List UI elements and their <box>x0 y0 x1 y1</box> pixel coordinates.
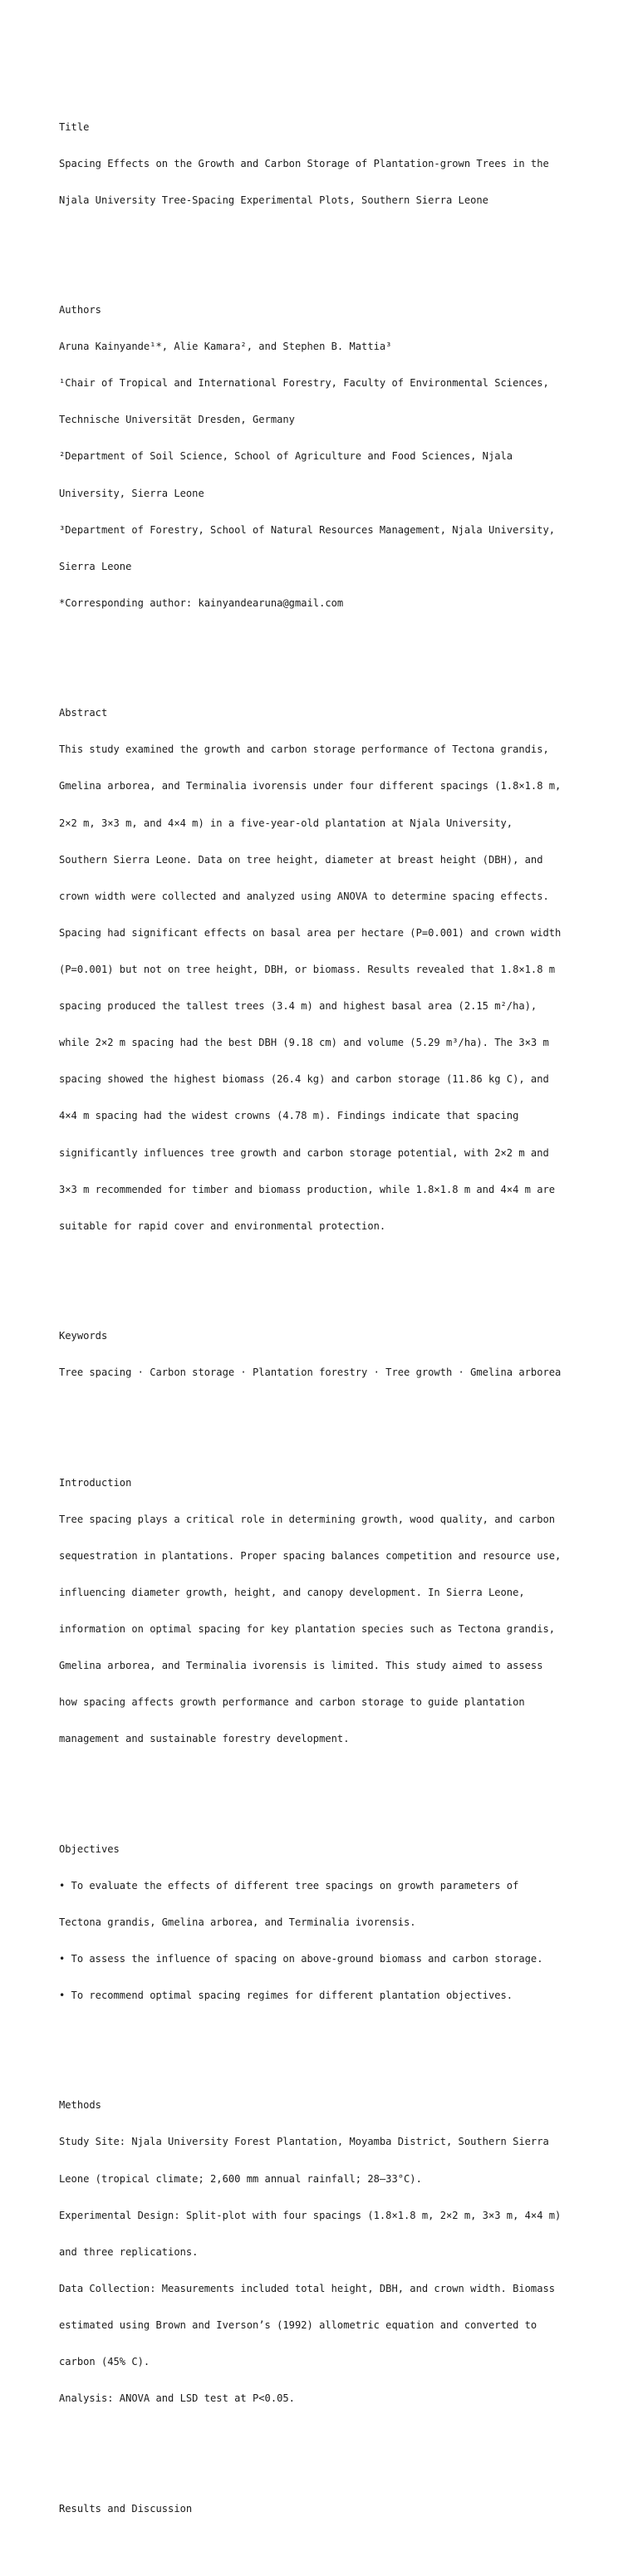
keywords-line: Tree spacing · Carbon storage · Plantation forestry · Tree growth · Gmelina arborea <box>59 1367 562 1379</box>
abstract-line: 2×2 m, 3×3 m, and 4×4 m) in a five-year-old plantation at Njala University, <box>59 817 513 829</box>
paper-title-line: Njala University Tree-Spacing Experimental Plots, Southern Sierra Leone <box>59 194 488 206</box>
author-list: Aruna Kainyande¹*, Alie Kamara², and Stephen B. Mattia³ <box>59 341 392 353</box>
abstract-line: 3×3 m recommended for timber and biomass production, while 1.8×1.8 m and 4×4 m are <box>59 1183 556 1195</box>
introduction-line: Tree spacing plays a critical role in determining growth, wood quality, and carbon <box>59 1513 556 1525</box>
results-section <box>59 2478 588 2539</box>
introduction-section <box>59 1452 588 1769</box>
section-heading-keywords: Keywords <box>59 1330 108 1342</box>
paper-title-line: Spacing Effects on the Growth and Carbon Storage of Plantation-grown Trees in the <box>59 157 549 169</box>
section-heading-results: Results and Discussion <box>59 2502 193 2515</box>
introduction-line: influencing diameter growth, height, and canopy development. In Sierra Leone, <box>59 1586 525 1598</box>
introduction-line: Gmelina arborea, and Terminalia ivorensis is limited. This study aimed to assess <box>59 1660 543 1672</box>
abstract-line: spacing showed the highest biomass (26.4 kg) and carbon storage (11.86 kg C), and <box>59 1073 549 1086</box>
abstract-line: while 2×2 m spacing had the best DBH (9.18 cm) and volume (5.29 m³/ha). The 3×3 m <box>59 1037 549 1049</box>
objective-item: Tectona grandis, Gmelina arborea, and Terminalia ivorensis. <box>59 1916 416 1928</box>
objective-item: • To evaluate the effects of different tree spacings on growth parameters of <box>59 1879 519 1892</box>
methods-line: estimated using Brown and Iverson’s (1992) allometric equation and converted to <box>59 2318 537 2331</box>
introduction-line: how spacing affects growth performance and carbon storage to guide plantation <box>59 1696 525 1709</box>
affiliation-line: ³Department of Forestry, School of Natural Resources Management, Njala University, <box>59 523 556 536</box>
section-heading-abstract: Abstract <box>59 707 108 719</box>
methods-line: Study Site: Njala University Forest Plantation, Moyamba District, Southern Sierra <box>59 2136 549 2148</box>
introduction-line: information on optimal spacing for key plantation species such as Tectona grandis, <box>59 1622 556 1635</box>
objectives-section <box>59 1818 588 2026</box>
section-heading-methods: Methods <box>59 2099 101 2112</box>
objective-item: • To assess the influence of spacing on above-ground biomass and carbon storage. <box>59 1952 543 1965</box>
methods-section <box>59 2075 588 2429</box>
affiliation-line: ²Department of Soil Science, School of Agriculture and Food Sciences, Njala <box>59 450 513 463</box>
methods-line: Experimental Design: Split-plot with four spacings (1.8×1.8 m, 2×2 m, 3×3 m, 4×4 m) <box>59 2209 562 2221</box>
affiliation-line: University, Sierra Leone <box>59 487 204 499</box>
abstract-line: Gmelina arborea, and Terminalia ivorensis under four different spacings (1.8×1.8 m, <box>59 780 562 792</box>
title-section <box>59 96 588 231</box>
abstract-line: suitable for rapid cover and environmental protection. <box>59 1219 386 1232</box>
abstract-line: (P=0.001) but not on tree height, DBH, or biomass. Results revealed that 1.8×1.8 m <box>59 964 556 975</box>
keywords-section <box>59 1306 588 1404</box>
section-heading-authors: Authors <box>59 304 101 316</box>
abstract-line: spacing produced the tallest trees (3.4 m) and highest basal area (2.15 m²/ha), <box>59 1000 537 1013</box>
abstract-line: significantly influences tree growth and carbon storage potential, with 2×2 m and <box>59 1146 549 1159</box>
authors-section <box>59 280 588 634</box>
methods-line: and three replications. <box>59 2245 199 2258</box>
section-heading-objectives: Objectives <box>59 1842 120 1855</box>
introduction-line: management and sustainable forestry development. <box>59 1733 350 1745</box>
methods-line: Data Collection: Measurements included total height, DBH, and crown width. Biomass <box>59 2282 556 2294</box>
section-heading-introduction: Introduction <box>59 1476 132 1489</box>
methods-line: Analysis: ANOVA and LSD test at P<0.05. <box>59 2392 295 2405</box>
introduction-line: sequestration in plantations. Proper spacing balances competition and resource use, <box>59 1549 562 1562</box>
objective-item: • To recommend optimal spacing regimes for different plantation objectives. <box>59 1990 513 2002</box>
abstract-section <box>59 683 588 1257</box>
methods-line: carbon (45% C). <box>59 2356 150 2368</box>
abstract-line: 4×4 m spacing had the widest crowns (4.78 m). Findings indicate that spacing <box>59 1110 519 1122</box>
affiliation-line: Sierra Leone <box>59 560 132 572</box>
section-heading-title: Title <box>59 120 90 133</box>
abstract-line: crown width were collected and analyzed using ANOVA to determine spacing effects. <box>59 890 549 902</box>
affiliation-line: ¹Chair of Tropical and International Forestry, Faculty of Environmental Sciences, <box>59 377 549 390</box>
abstract-line: Southern Sierra Leone. Data on tree height, diameter at breast height (DBH), and <box>59 853 543 866</box>
abstract-line: Spacing had significant effects on basal area per hectare (P=0.001) and crown width <box>59 926 562 939</box>
abstract-line: This study examined the growth and carbon storage performance of Tectona grandis, <box>59 743 549 756</box>
affiliation-line: Technische Universität Dresden, Germany <box>59 414 295 426</box>
methods-line: Leone (tropical climate; 2,600 mm annual rainfall; 28–33°C). <box>59 2172 422 2185</box>
corresponding-author: *Corresponding author: kainyandearuna@gmail.com <box>59 596 344 609</box>
